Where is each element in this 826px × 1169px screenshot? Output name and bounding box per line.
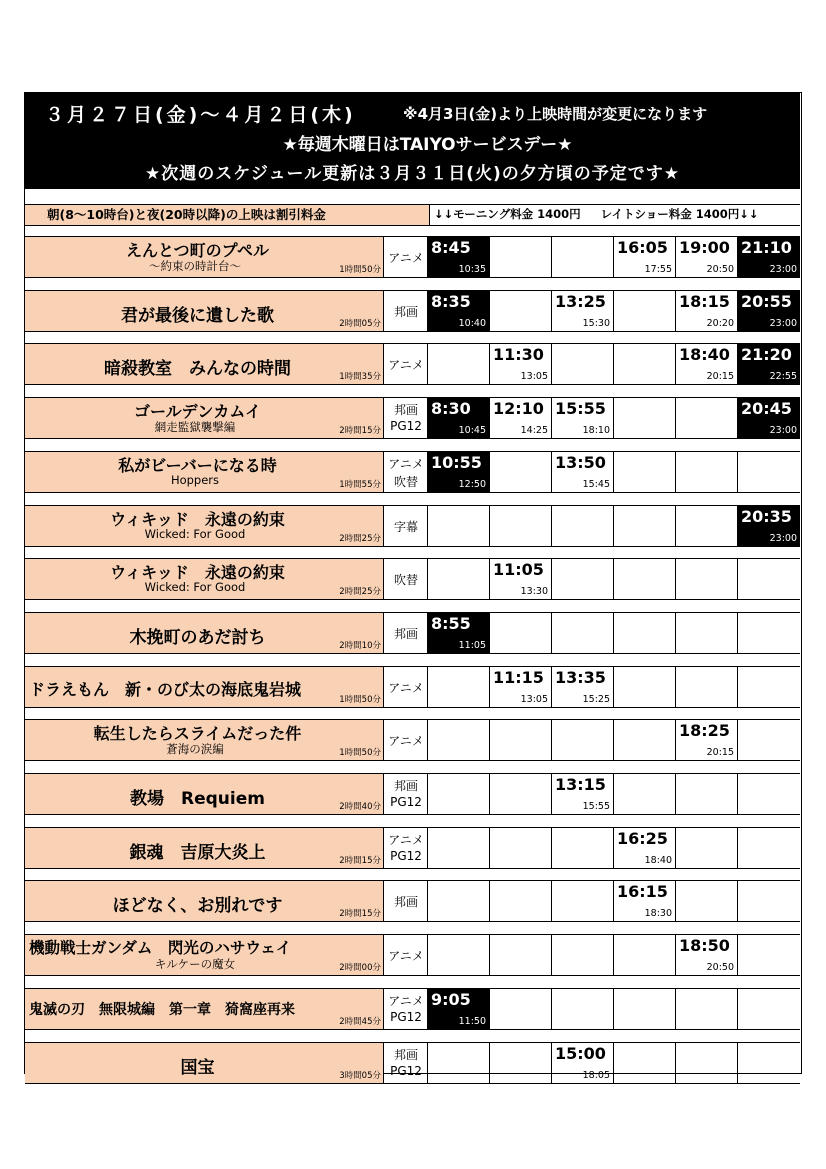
showtime-slot: [428, 667, 490, 707]
movie-duration: 1時間35分: [339, 372, 381, 383]
movie-title-cell: [25, 291, 384, 331]
showtime-start: 8:35: [431, 291, 471, 311]
movie-genre-cell: [384, 559, 428, 599]
showtime-end: 15:25: [582, 693, 610, 705]
showtime-end: 18:05: [582, 1069, 610, 1081]
showtime-slot: [428, 828, 490, 868]
showtime-slot: [552, 452, 614, 492]
movie-title-cell: [25, 935, 384, 975]
showtime-slot: [738, 774, 800, 814]
movie-subtitle: Wicked: For Good: [144, 526, 246, 541]
movie-title-cell: [25, 398, 384, 438]
showtime-slot: [552, 1043, 614, 1083]
movie-duration: 2時間25分: [339, 533, 381, 544]
showtime-slot: [428, 774, 490, 814]
showtime-slot: [428, 452, 490, 492]
price-labels: [434, 205, 759, 224]
movie-duration: 2時間40分: [339, 802, 381, 812]
movie-genre-cell: [384, 720, 428, 760]
showtime-start: 15:00: [555, 1043, 606, 1063]
showtime-slot: [490, 774, 552, 814]
showtime-end: 10:45: [458, 425, 486, 437]
genre-label: 字幕: [393, 519, 418, 534]
movie-title: 木挽町のあだ討ち: [129, 627, 266, 648]
showtime-slot: [676, 291, 738, 331]
showtime-end: 23:00: [769, 317, 797, 329]
movie-title: 機動戦士ガンダム 閃光のハサウェイ: [29, 939, 292, 958]
showtime-slot: [428, 1043, 490, 1083]
next-update-text: ★次週のスケジュール更新は３月３１日(火)の夕方頃の予定です★: [145, 164, 680, 184]
movie-row: [25, 236, 800, 278]
showtime-end: 10:40: [458, 317, 486, 329]
showtime-start: 11:15: [493, 667, 544, 687]
showtime-slot: [552, 613, 614, 653]
showtime-slot: [490, 989, 552, 1029]
movie-duration: 3時間05分: [339, 1070, 381, 1081]
showtime-slot: [738, 667, 800, 707]
late-show-price: レイトショー料金 1400円↓↓: [600, 207, 759, 221]
showtime-slot: [676, 828, 738, 868]
movie-title: 国宝: [180, 1057, 215, 1078]
date-range: ３月２７日(金)～４月２日(木): [45, 104, 356, 126]
movie-title-cell: [25, 613, 384, 653]
showtime-start: 15:55: [555, 399, 606, 419]
showtime-slot: [738, 506, 800, 546]
showtime-slot: [676, 989, 738, 1029]
showtime-start: 12:10: [493, 399, 544, 419]
service-day-text: ★毎週木曜日はTAIYOサービスデー★: [282, 135, 573, 155]
movie-row: [25, 827, 800, 869]
showtime-slot: [738, 1043, 800, 1083]
movie-subtitle: キルケーの魔女: [154, 957, 236, 972]
showtime-slot: [676, 774, 738, 814]
movie-title-cell: [25, 667, 384, 707]
movie-duration: 1時間50分: [339, 694, 381, 705]
showtime-slot: [428, 989, 490, 1029]
movie-subtitle: 網走監獄襲撃編: [154, 420, 236, 435]
showtime-end: 20:50: [706, 264, 734, 275]
showtime-slot: [428, 881, 490, 921]
movie-row: [25, 934, 800, 976]
showtime-start: 16:25: [617, 828, 668, 848]
showtime-end: 15:45: [582, 478, 610, 490]
showtime-start: 16:15: [617, 882, 668, 902]
showtime-slot: [428, 720, 490, 760]
showtime-slot: [614, 989, 676, 1029]
showtime-slot: [490, 828, 552, 868]
showtime-slot: [490, 881, 552, 921]
movie-title: ゴールデンカムイ: [133, 402, 262, 422]
showtime-slot: [490, 506, 552, 546]
showtime-slot: [490, 237, 552, 277]
movie-title-cell: [25, 344, 384, 384]
showtime-slot: [552, 935, 614, 975]
change-notice: ※4月3日(金)より上映時間が変更になります: [403, 105, 708, 123]
showtime-slot: [490, 935, 552, 975]
movie-row: [25, 719, 800, 761]
movie-genre-cell: [384, 828, 428, 868]
movie-duration: 2時間45分: [339, 1016, 381, 1027]
movie-duration: 2時間25分: [339, 587, 381, 598]
movie-row: [25, 880, 800, 922]
showtime-end: 20:15: [706, 747, 734, 759]
showtime-end: 13:30: [520, 586, 548, 598]
movie-title: ドラえもん 新・のび太の海底鬼岩城: [29, 679, 302, 699]
genre-label: アニメ: [388, 949, 424, 964]
showtime-slot: [552, 237, 614, 277]
showtime-slot: [676, 720, 738, 760]
movie-title-cell: [25, 828, 384, 868]
movie-row: [25, 558, 800, 600]
rating-label: PG12: [390, 419, 422, 434]
showtime-slot: [428, 344, 490, 384]
movie-row: [25, 988, 800, 1030]
genre-label: アニメ: [388, 734, 424, 749]
genre-label: アニメ: [388, 456, 424, 471]
showtime-start: 18:40: [679, 345, 730, 365]
showtime-slot: [428, 935, 490, 975]
showtime-slot: [552, 667, 614, 707]
showtime-slot: [614, 291, 676, 331]
discount-note: 朝(8～10時台)と夜(20時以降)の上映は割引料金: [25, 205, 430, 225]
showtime-start: 13:35: [555, 667, 606, 687]
showtime-end: 11:05: [458, 639, 486, 651]
showtime-end: 17:55: [644, 264, 672, 275]
genre-label: アニメ: [388, 993, 424, 1008]
showtime-end: 20:15: [706, 371, 734, 383]
showtime-slot: [614, 344, 676, 384]
showtime-slot: [738, 935, 800, 975]
movie-genre-cell: [384, 237, 428, 277]
movie-duration: 1時間50分: [339, 265, 381, 275]
showtime-start: 21:10: [741, 238, 792, 257]
movie-title-cell: [25, 989, 384, 1029]
showtime-start: 16:05: [617, 238, 668, 257]
movie-genre-cell: [384, 613, 428, 653]
showtime-slot: [676, 613, 738, 653]
movie-duration: 2時間00分: [339, 963, 381, 974]
showtime-slot: [552, 291, 614, 331]
genre-label: 邦画: [393, 895, 418, 910]
movie-title: 私がビーバーになる時: [118, 455, 277, 475]
movie-genre-cell: [384, 989, 428, 1029]
genre-label: アニメ: [388, 680, 424, 695]
movie-title-cell: [25, 452, 384, 492]
showtime-start: 18:15: [679, 291, 730, 311]
movie-subtitle: Hoppers: [170, 472, 220, 487]
genre-label: 邦画: [393, 626, 418, 641]
rating-label: PG12: [390, 1009, 422, 1024]
showtime-end: 20:50: [706, 962, 734, 974]
movie-genre-cell: [384, 344, 428, 384]
showtime-end: 14:25: [520, 425, 548, 437]
genre-label: 吹替: [393, 573, 418, 588]
showtime-slot: [676, 237, 738, 277]
showtime-slot: [552, 344, 614, 384]
showtime-start: 19:00: [679, 238, 730, 257]
rating-label: PG12: [390, 848, 422, 863]
showtime-slot: [676, 1043, 738, 1083]
movie-genre-cell: [384, 774, 428, 814]
showtime-slot: [676, 506, 738, 546]
pricing-info-row: [25, 204, 800, 226]
showtime-end: 10:35: [458, 264, 486, 275]
movie-subtitle: Wicked: For Good: [144, 580, 246, 595]
genre-label: 邦画: [393, 304, 418, 319]
showtime-start: 8:30: [431, 399, 471, 419]
movie-duration: 1時間50分: [339, 748, 381, 759]
movie-title-cell: [25, 559, 384, 599]
movie-title: 銀魂 吉原大炎上: [129, 842, 266, 863]
schedule-sheet: [24, 92, 802, 1081]
movie-title: 君が最後に遺した歌: [121, 305, 274, 326]
showtime-slot: [614, 935, 676, 975]
showtime-slot: [552, 398, 614, 438]
showtime-slot: [428, 398, 490, 438]
showtime-slot: [738, 559, 800, 599]
showtime-end: 23:00: [769, 532, 797, 544]
showtime-end: 22:55: [769, 371, 797, 383]
movie-row: [25, 343, 800, 385]
movie-title-cell: [25, 881, 384, 921]
movie-row: [25, 1042, 800, 1084]
showtime-slot: [490, 452, 552, 492]
showtime-end: 15:55: [582, 801, 610, 812]
showtime-start: 10:55: [431, 452, 482, 472]
showtime-slot: [676, 559, 738, 599]
showtime-slot: [738, 881, 800, 921]
showtime-end: 23:00: [769, 425, 797, 437]
showtime-slot: [676, 881, 738, 921]
showtime-slot: [490, 720, 552, 760]
movie-genre-cell: [384, 935, 428, 975]
genre-label: アニメ: [388, 358, 424, 373]
showtime-slot: [552, 828, 614, 868]
movie-genre-cell: [384, 1043, 428, 1083]
movie-genre-cell: [384, 291, 428, 331]
movie-duration: 2時間05分: [339, 318, 381, 329]
showtime-start: 8:55: [431, 613, 471, 633]
showtime-slot: [614, 398, 676, 438]
showtime-slot: [490, 667, 552, 707]
showtime-slot: [428, 506, 490, 546]
movie-duration: 2時間15分: [339, 855, 381, 866]
showtime-end: 12:50: [458, 478, 486, 490]
showtime-slot: [614, 237, 676, 277]
showtime-slot: [738, 452, 800, 492]
showtime-slot: [428, 291, 490, 331]
showtime-slot: [676, 344, 738, 384]
showtime-start: 11:05: [493, 560, 544, 580]
showtime-end: 15:30: [582, 317, 610, 329]
movie-row: [25, 505, 800, 547]
showtime-slot: [490, 398, 552, 438]
showtime-slot: [552, 559, 614, 599]
showtime-end: 13:05: [520, 693, 548, 705]
showtime-slot: [614, 559, 676, 599]
showtime-slot: [490, 1043, 552, 1083]
showtime-start: 18:25: [679, 721, 730, 741]
showtime-slot: [676, 935, 738, 975]
movie-title-cell: [25, 237, 384, 277]
showtime-end: 20:20: [706, 317, 734, 329]
movie-title: ウィキッド 永遠の約束: [110, 509, 285, 529]
movie-genre-cell: [384, 452, 428, 492]
showtime-slot: [614, 828, 676, 868]
showtime-slot: [738, 720, 800, 760]
rating-label: PG12: [390, 1063, 422, 1078]
showtime-slot: [490, 613, 552, 653]
showtime-slot: [490, 344, 552, 384]
genre-label: アニメ: [388, 832, 424, 847]
movie-title: えんとつ町のプペル: [125, 241, 270, 260]
movie-row: [25, 451, 800, 493]
movie-subtitle: ～約束の時計台～: [149, 259, 241, 273]
showtime-slot: [738, 398, 800, 438]
showtime-slot: [552, 720, 614, 760]
movie-row: [25, 666, 800, 708]
showtime-slot: [738, 237, 800, 277]
schedule-header: [25, 93, 800, 189]
showtime-start: 13:50: [555, 452, 606, 472]
showtime-start: 20:55: [741, 291, 792, 311]
showtime-start: 9:05: [431, 989, 471, 1009]
showtime-slot: [614, 1043, 676, 1083]
showtime-slot: [614, 774, 676, 814]
showtime-slot: [614, 720, 676, 760]
genre-label: 邦画: [393, 779, 418, 793]
showtime-slot: [428, 559, 490, 599]
movie-genre-cell: [384, 881, 428, 921]
movie-genre-cell: [384, 667, 428, 707]
showtime-end: 13:05: [520, 371, 548, 383]
showtime-end: 18:40: [644, 854, 672, 866]
showtime-start: 20:45: [741, 399, 792, 419]
showtime-slot: [552, 506, 614, 546]
movie-title-cell: [25, 1043, 384, 1083]
movie-title-cell: [25, 774, 384, 814]
showtime-slot: [614, 667, 676, 707]
movie-title: ウィキッド 永遠の約束: [110, 563, 285, 583]
showtime-slot: [428, 613, 490, 653]
movie-row: [25, 612, 800, 654]
showtime-start: 18:50: [679, 936, 730, 956]
showtime-slot: [738, 828, 800, 868]
showtime-slot: [676, 398, 738, 438]
showtime-slot: [738, 613, 800, 653]
showtime-slot: [490, 559, 552, 599]
movie-duration: 2時間15分: [339, 426, 381, 437]
showtime-slot: [614, 506, 676, 546]
header-line-1: [25, 100, 800, 128]
showtime-start: 11:30: [493, 345, 544, 365]
showtime-slot: [738, 989, 800, 1029]
showtime-slot: [614, 452, 676, 492]
showtime-slot: [738, 291, 800, 331]
movie-title-cell: [25, 720, 384, 760]
showtime-start: 21:20: [741, 345, 792, 365]
showtime-slot: [738, 344, 800, 384]
movie-subtitle: 蒼海の涙編: [166, 742, 224, 757]
showtime-end: 18:10: [582, 425, 610, 437]
rating-label: PG12: [390, 795, 422, 809]
showtime-start: 13:15: [555, 775, 606, 794]
morning-price: ↓↓モーニング料金 1400円: [434, 207, 581, 221]
showtime-end: 18:30: [644, 908, 672, 920]
movie-row: [25, 397, 800, 439]
rating-label: 吹替: [393, 474, 418, 489]
movie-title: 鬼滅の刃 無限城編 第一章 猗窩座再来: [29, 1001, 295, 1018]
showtime-slot: [552, 774, 614, 814]
movie-genre-cell: [384, 398, 428, 438]
movie-duration: 2時間10分: [339, 640, 381, 651]
movie-title-cell: [25, 506, 384, 546]
movie-row: [25, 290, 800, 332]
showtime-slot: [490, 291, 552, 331]
showtime-end: 23:00: [769, 264, 797, 275]
showtime-slot: [552, 989, 614, 1029]
showtime-slot: [552, 881, 614, 921]
movie-title: 教場 Requiem: [130, 789, 265, 809]
genre-label: アニメ: [388, 251, 424, 265]
showtime-slot: [614, 613, 676, 653]
showtime-start: 8:45: [431, 238, 471, 257]
movie-genre-cell: [384, 506, 428, 546]
movie-title: 転生したらスライムだった件: [93, 724, 302, 744]
movie-row: [25, 773, 800, 815]
movie-duration: 1時間55分: [339, 479, 381, 490]
showtime-start: 13:25: [555, 291, 606, 311]
movie-title: 暗殺教室 みんなの時間: [104, 359, 291, 380]
showtime-end: 11:50: [458, 1015, 486, 1027]
movie-duration: 2時間15分: [339, 909, 381, 920]
showtime-slot: [676, 667, 738, 707]
movie-title: ほどなく、お別れです: [112, 896, 283, 917]
showtime-slot: [676, 452, 738, 492]
showtime-start: 20:35: [741, 506, 792, 526]
showtime-slot: [428, 237, 490, 277]
showtime-slot: [614, 881, 676, 921]
genre-label: 邦画: [393, 1047, 418, 1062]
genre-label: 邦画: [393, 403, 418, 418]
